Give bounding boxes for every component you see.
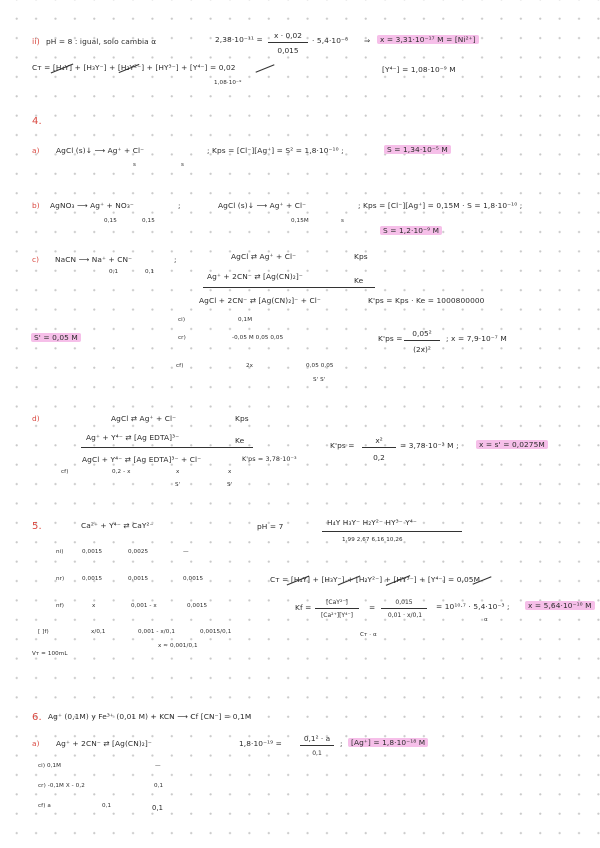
eq-right: · 5,4·10⁻⁸ — [312, 36, 349, 45]
cf-label: cf) — [176, 363, 184, 369]
item-b-equation-1: AgNO₃ ⟶ Ag⁺ + NO₃⁻ — [50, 201, 134, 210]
item-a-kps: ; Kps = [Cl⁻][Ag⁺] = S² = 1,8·10⁻¹⁰ ; — [207, 146, 344, 155]
ni-label: ni) — [56, 549, 64, 555]
nf-value-2: 0,001 - x — [131, 603, 157, 609]
cf-value-1: x/0,1 — [91, 629, 106, 635]
part-ii-label: ii) — [32, 37, 40, 46]
item-a-s1: s — [133, 162, 137, 168]
ct-alpha: Cᴛ · α — [360, 632, 377, 638]
item-c-c1: 0,1 — [109, 269, 119, 275]
item-c-label: c) — [32, 255, 40, 264]
section-6-intro: Ag⁺ (0,1M) y Fe³⁺ (0,01 M) + KCN ⟶ Cf [CN⁻] = 0,1M — [48, 712, 252, 721]
item-a-label: a) — [32, 146, 40, 155]
item-d-kp-num: x² — [375, 436, 383, 445]
kf-den: [Ca²⁺][Y⁴⁻] — [320, 612, 354, 619]
cr-label: cr) — [178, 335, 186, 341]
implies-arrow: ⇒ — [364, 36, 371, 45]
item-d-kp-den: 0,2 — [373, 453, 385, 462]
item-a-s2: s — [181, 162, 185, 168]
ct-under: 1,08·10⁻⁹ — [214, 80, 242, 86]
item-6a-k-den: 0,1 — [312, 750, 322, 757]
fraction-bar — [300, 745, 334, 746]
fraction-bar — [404, 340, 440, 341]
eq-den: 0,015 — [277, 46, 299, 55]
cf-value-2: 0,001 - x/0,1 — [138, 629, 175, 635]
item-6a-k-num: 0,1² · a — [303, 734, 331, 743]
species-header: H₄Y H₃Y⁻ H₂Y²⁻ HY³⁻ Y⁴⁻ — [327, 518, 417, 527]
item-6a-equation: Ag⁺ + 2CN⁻ ⇄ [Ag(CN)₂]⁻ — [56, 739, 152, 748]
nf-value-1: x — [92, 603, 96, 609]
nf-value-3: 0,0015 — [187, 603, 208, 609]
item-d-reaction-1: AgCl ⇄ Ag⁺ + Cl⁻ — [111, 414, 177, 423]
kf-num: [CaY²⁻] — [326, 599, 348, 606]
ci-label: ci) — [178, 317, 186, 323]
item-c-c2: 0,1 — [145, 269, 155, 275]
pka-values: 1,99 2,67 6,16 10,26 — [342, 537, 403, 543]
strike-mark — [256, 64, 275, 72]
item-d-kp-label: K'ps = — [330, 441, 355, 450]
item-d-s2: S' — [227, 482, 233, 488]
item-d-reaction-2: Ag⁺ + Y⁴⁻ ⇄ [Ag EDTA]³⁻ — [86, 433, 180, 442]
kps-eq: K'ps = — [378, 334, 403, 343]
item-d-cf-1: 0,2 - x — [112, 469, 131, 475]
item-d-cf-3: x — [228, 469, 232, 475]
item-c-s-result: S' = 0,05 M — [31, 333, 81, 342]
item-d-label: d) — [32, 414, 40, 423]
item-d-kp-result: = 3,78·10⁻³ M ; — [400, 441, 459, 450]
item-d-k3: K'ps = 3,78·10⁻³ — [242, 455, 297, 463]
nr-label: nr) — [56, 576, 65, 582]
item-b-label: b) — [32, 201, 40, 210]
fraction-bar — [362, 447, 396, 448]
fraction-bar — [381, 608, 427, 609]
nr-value-2: 0,0015 — [128, 576, 149, 582]
nr-value-1: 0,0015 — [82, 576, 103, 582]
ni-value-2: 0,0025 — [128, 549, 149, 555]
item-d-cf-2: x — [176, 469, 180, 475]
item-c-reaction-2: Ag⁺ + 2CN⁻ ⇄ [Ag(CN)₂]⁻ — [207, 272, 303, 281]
section-5-ct: Cᴛ = [H₄Y] + [H₃Y⁻] + [H₂Y²⁻] + [HY³⁻] + [Y⁴⁻] = 0,05M — [270, 575, 481, 584]
item-d-k1: Kps — [235, 414, 249, 423]
item-6a-label: a) — [32, 739, 40, 748]
sum-line — [203, 287, 375, 288]
item-d-reaction-3: AgCl + Y⁴⁻ ⇄ [Ag EDTA]³⁻ + Cl⁻ — [82, 455, 202, 464]
item-c-k2: Ke — [354, 276, 364, 285]
item-6a-ci: ci) 0,1M — [38, 763, 62, 769]
item-b-result: S = 1,2·10⁻⁹ M — [380, 226, 442, 235]
section-4-number: 4. — [32, 116, 42, 127]
item-a-equation: AgCl (s)↓ ⟶ Ag⁺ + Cl⁻ — [56, 146, 145, 155]
kf-label: Kf = — [295, 603, 312, 612]
ph-note: pH = 8 : igual, solo cambia α — [46, 37, 157, 46]
ph-value: pH = 7 — [257, 522, 284, 531]
item-6a-cr-value: 0,1 — [154, 783, 164, 789]
item-d-cf-label: cf) — [61, 469, 69, 475]
kf-equals: = — [369, 603, 376, 612]
item-c-equation-1: NaCN ⟶ Na⁺ + CN⁻ — [55, 255, 133, 264]
y4-value: [Y⁴⁻] = 1,08·10⁻⁹ M — [382, 65, 456, 74]
item-b-equation-2: AgCl (s)↓ ⟶ Ag⁺ + Cl⁻ — [218, 201, 307, 210]
item-b-separator: ; — [178, 201, 181, 210]
section-5-number: 5. — [32, 521, 42, 532]
item-b-c2: 0,15 — [142, 218, 155, 224]
item-d-result: x = s' = 0,0275M — [476, 440, 548, 449]
total-volume: Vᴛ = 100mL — [32, 651, 68, 657]
fraction-bar — [268, 42, 308, 43]
item-6a-cf-value-1: 0,1 — [102, 803, 112, 809]
ni-value-1: 0,0015 — [82, 549, 103, 555]
item-b-c1: 0,15 — [104, 218, 117, 224]
eq-num: x · 0,02 — [274, 31, 302, 40]
item-b-c4: s — [341, 218, 345, 224]
ct-line: Cᴛ = [H₄Y] + [H₃Y⁻] + [H₂Y²⁻] + [HY³⁻] + [Y⁴⁻] = 0,02 — [32, 63, 236, 72]
item-6a-k-left: 1,8·10⁻¹⁹ = — [239, 739, 282, 748]
section-5-equation: Ca²⁺ + Y⁴⁻ ⇄ CaY²⁻ — [81, 521, 154, 530]
ci-value: 0,1M — [238, 317, 253, 323]
cr-values: -0,05 M 0,05 0,05 — [232, 335, 284, 341]
x-result: ; x = 7,9·10⁻⁷ M — [446, 334, 507, 343]
cf-values: 0,05 0,05 — [306, 363, 334, 369]
cf-label-5: [ ]f) — [38, 629, 49, 635]
item-6a-cf-value-2: 0,1 — [152, 804, 164, 812]
nr-value-3: 0,0015 — [183, 576, 204, 582]
kps-den: (2x)² — [413, 345, 431, 354]
item-6a-ci-dash: — — [155, 763, 161, 769]
alpha-mark: α — [484, 617, 488, 623]
item-d-s1: S' — [175, 482, 181, 488]
item-6a-cr: cr) -0,1M X - 0,2 — [38, 783, 85, 789]
item-c-k1: Kps — [354, 252, 368, 261]
eq-left: 2,38·10⁻¹¹ = — [215, 35, 263, 44]
species-underline — [322, 531, 462, 532]
cf-2x: 2x — [246, 363, 254, 369]
item-6a-result: [Ag⁺] = 1,8·10⁻¹⁸ M — [348, 738, 428, 747]
item-b-c3: 0,15M — [291, 218, 309, 224]
item-6a-separator: ; — [340, 739, 343, 748]
item-c-reaction-3: AgCl + 2CN⁻ ⇄ [Ag(CN)₂]⁻ + Cl⁻ — [199, 296, 321, 305]
fraction-bar — [315, 608, 359, 609]
section-5-result: x = 5,64·10⁻¹⁰ M — [525, 601, 595, 610]
item-c-reaction-1: AgCl ⇄ Ag⁺ + Cl⁻ — [231, 252, 297, 261]
item-b-kps: ; Kps = [Cl⁻][Ag⁺] = 0,15M · S = 1,8·10⁻¹⁰ ; — [358, 201, 523, 210]
cf-value-3: 0,0015/0,1 — [200, 629, 232, 635]
section-6-number: 6. — [32, 712, 42, 723]
sum-line — [81, 447, 253, 448]
kf-mid-num: 0,015 — [395, 599, 413, 606]
kps-num: 0,05² — [412, 329, 432, 338]
item-6a-cf: cf) a — [38, 803, 51, 809]
kf-value: = 10¹⁰·⁷ · 5,4·10⁻³ ; — [436, 602, 510, 611]
item-c-k3: K'ps = Kps · Ke = 1000800000 — [368, 296, 485, 305]
part-ii-result: x = 3,31·10⁻¹⁷ M = [Ni²⁺] — [377, 35, 479, 44]
item-a-result: S = 1,34·10⁻⁵ M — [384, 145, 451, 154]
item-c-separator: ; — [174, 255, 177, 264]
item-d-k2: Ke — [235, 436, 245, 445]
nf-label: nf) — [56, 603, 64, 609]
ni-value-3: — — [183, 549, 189, 555]
x-approx: x ≈ 0,001/0,1 — [158, 643, 198, 649]
s-marks: S' S' — [313, 377, 326, 383]
kf-mid-den: 0,01 · x/0,1 — [387, 612, 423, 619]
